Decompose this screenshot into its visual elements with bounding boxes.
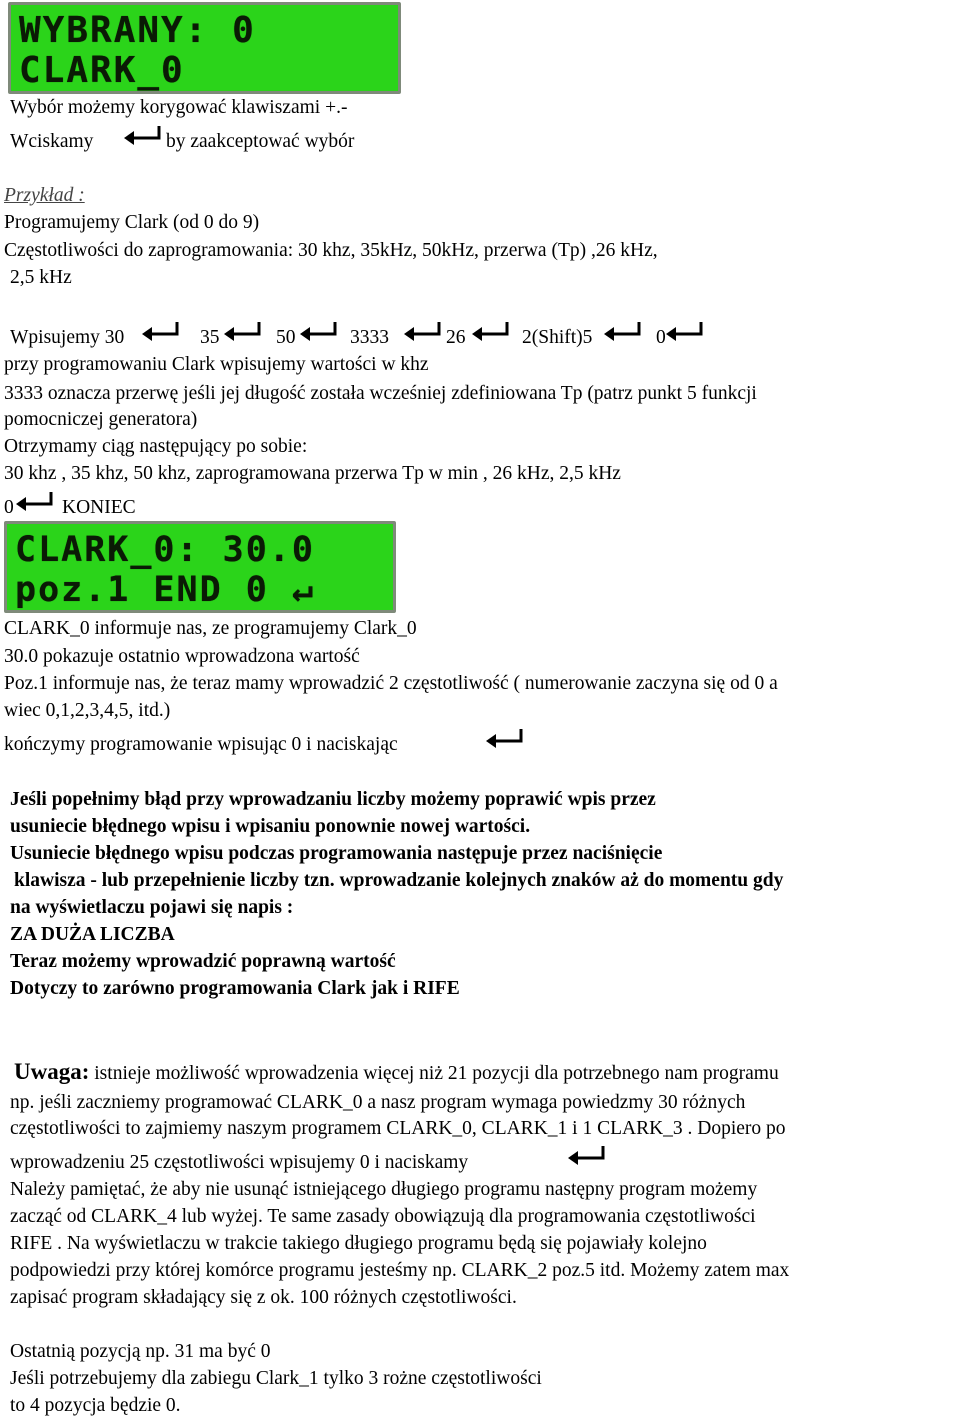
explain-line: CLARK_0 informuje nas, ze programujemy Clark_0 (4, 618, 417, 639)
enter-key-icon (122, 124, 164, 148)
lcd-display-program (4, 521, 396, 613)
entry-value: 50 (276, 327, 296, 348)
example-line-3: 2,5 kHz (10, 267, 72, 288)
enter-key-icon (470, 320, 512, 344)
note-line: przy programowaniu Clark wpisujemy wartości w khz (4, 354, 429, 375)
explain-line: 30.0 pokazuje ostatnio wprowadzona wartość (4, 646, 360, 667)
error-note: na wyświetlaczu pojawi się napis : (10, 897, 294, 918)
enter-key-icon (484, 727, 526, 751)
error-note: Teraz możemy wprowadzić poprawną wartość (10, 951, 396, 972)
note-line: Otrzymamy ciąg następujący po sobie: (4, 436, 308, 457)
entry-value: 26 (446, 327, 466, 348)
lcd-line-2 (15, 570, 315, 610)
final-line: Ostatnią pozycją np. 31 ma być 0 (10, 1341, 271, 1362)
enter-key-icon (402, 320, 444, 344)
note-line: KONIEC (62, 497, 136, 518)
lcd-display-selection (8, 2, 401, 94)
enter-key-icon (298, 320, 340, 344)
entry-value: 3333 (350, 327, 389, 348)
enter-key-icon (14, 490, 56, 514)
entry-value: 35 (200, 327, 220, 348)
error-note: Jeśli popełnimy błąd przy wprowadzaniu liczby możemy poprawić wpis przez (10, 789, 656, 810)
error-message-example: ZA DUŻA LICZBA (10, 924, 175, 945)
warning-label: Uwaga: (14, 1059, 90, 1084)
warning-line: zapisać program składający się z ok. 100 różnych częstotliwości. (10, 1287, 517, 1308)
explain-line: wiec 0,1,2,3,4,5, itd.) (4, 700, 171, 721)
note-line: 0 (4, 497, 14, 518)
final-line: to 4 pozycja będzie 0. (10, 1395, 181, 1416)
final-line: Jeśli potrzebujemy dla zabiegu Clark_1 tylko 3 rożne częstotliwości (10, 1368, 542, 1389)
entry-value: 0 (656, 327, 666, 348)
error-note: Usuniecie błędnego wpisu podczas programowania następuje przez naciśnięcie (10, 843, 663, 864)
error-note: Dotyczy to zarówno programowania Clark jak i RIFE (10, 978, 460, 999)
warning-line: podpowiedzi przy której komórce programu jesteśmy np. CLARK_2 poz.5 itd. Możemy zatem max (10, 1260, 790, 1281)
enter-key-icon (602, 320, 644, 344)
enter-key-icon (664, 320, 706, 344)
enter-key-icon (140, 320, 182, 344)
warning-line: RIFE . Na wyświetlaczu w trakcie takiego długiego programu będą się pojawiały kolejno (10, 1233, 707, 1254)
intro-line-2b: by zaakceptować wybór (166, 131, 355, 152)
warning-line: wprowadzeniu 25 częstotliwości wpisujemy 0 i naciskamy (10, 1152, 469, 1173)
entry-label: Wpisujemy 30 (10, 327, 125, 348)
lcd-line-1: WYBRANY: 0 (19, 10, 256, 51)
warning-line: np. jeśli zaczniemy programować CLARK_0 a nasz program wymaga powiedzmy 30 różnych (10, 1092, 746, 1113)
entry-value: 2(Shift)5 (522, 327, 593, 348)
example-heading: Przykład : (4, 185, 85, 206)
intro-line-2a: Wciskamy (10, 131, 94, 152)
enter-key-icon (566, 1144, 608, 1168)
note-line: 30 khz , 35 khz, 50 khz, zaprogramowana przerwa Tp w min , 26 kHz, 2,5 kHz (4, 463, 621, 484)
warning-line: częstotliwości to zajmiemy naszym programem CLARK_0, CLARK_1 i 1 CLARK_3 . Dopiero po (10, 1118, 786, 1139)
error-note: usuniecie błędnego wpisu i wpisaniu ponownie nowej wartości. (10, 816, 531, 837)
warning-text: istnieje możliwość wprowadzenia więcej niż 21 pozycji dla potrzebnego nam programu (89, 1063, 779, 1084)
note-line: 3333 oznacza przerwę jeśli jej długość została wcześniej zdefiniowana Tp (patrz punkt 5 funkcji (4, 383, 757, 404)
error-note: klawisza - lub przepełnienie liczby tzn. wprowadzanie kolejnych znaków aż do momentu gdy (14, 870, 784, 891)
warning-line: zacząć od CLARK_4 lub wyżej. Te same zasady obowiązują dla programowania częstotliwości (10, 1206, 756, 1227)
lcd-line-1: CLARK_0: 30.0 (15, 530, 315, 570)
explain-line: Poz.1 informuje nas, że teraz mamy wprowadzić 2 częstotliwość ( numerowanie zaczyna się od 0 a (4, 673, 778, 694)
enter-glyph: ↵ (291, 570, 315, 610)
explain-line: kończymy programowanie wpisując 0 i naciskając (4, 734, 398, 755)
example-line-2: Częstotliwości do zaprogramowania: 30 khz, 35kHz, 50kHz, przerwa (Tp) ,26 kHz, (4, 240, 658, 261)
lcd-line-2: CLARK_0 (19, 50, 185, 91)
warning-line-1 (14, 1060, 779, 1086)
intro-line-1: Wybór możemy korygować klawiszami +.- (10, 97, 348, 118)
warning-line: Należy pamiętać, że aby nie usunąć istniejącego długiego programu następny program możemy (10, 1179, 758, 1200)
enter-key-icon (222, 320, 264, 344)
lcd-line-2-text: poz.1 END 0 (15, 570, 292, 610)
note-line: pomocniczej generatora) (4, 409, 198, 430)
example-line-1: Programujemy Clark (od 0 do 9) (4, 212, 260, 233)
